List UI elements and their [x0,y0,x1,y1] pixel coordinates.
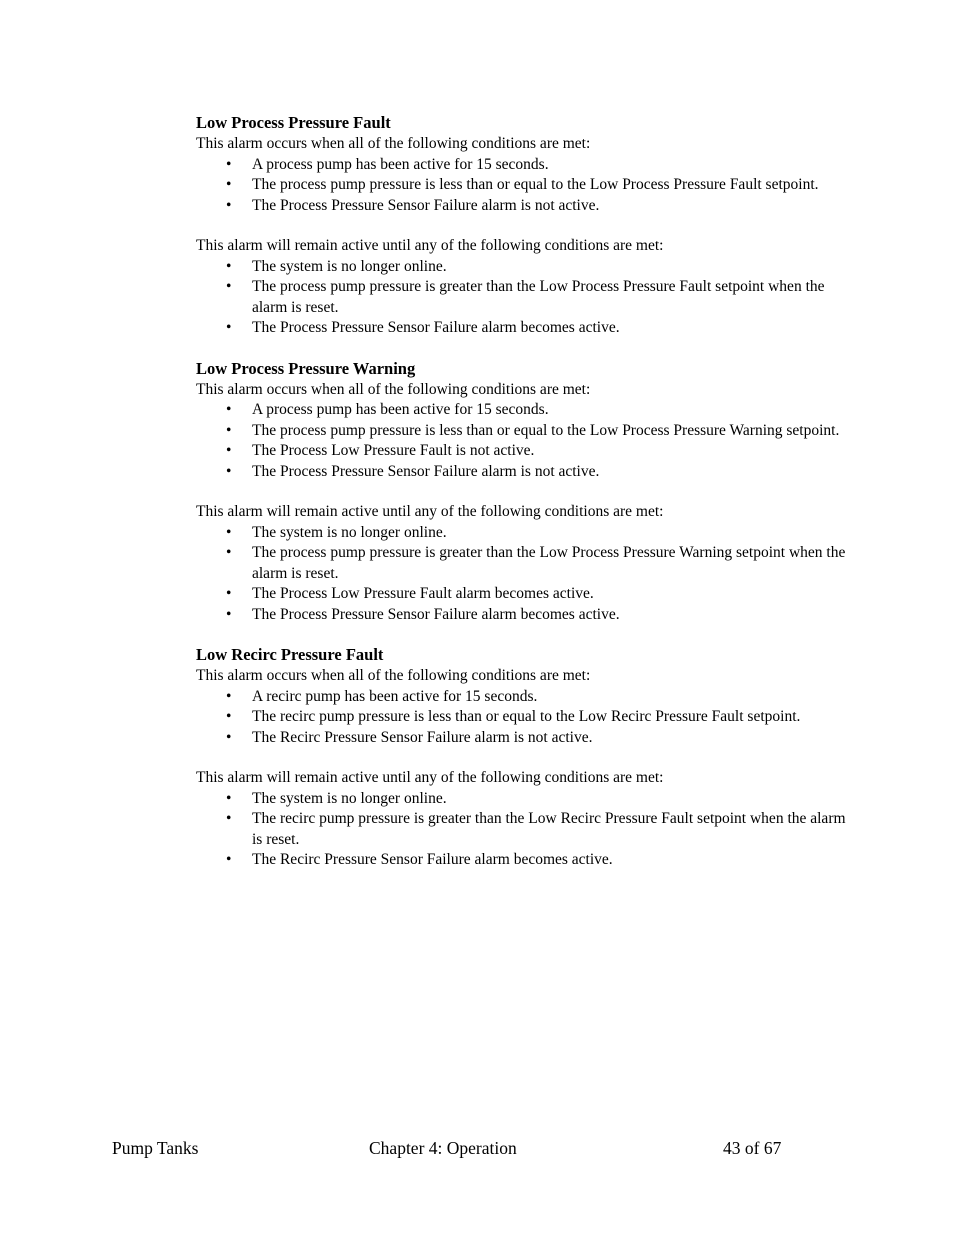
list-item: • The Process Pressure Sensor Failure alarm is not active. [196,462,856,483]
bullet-icon: • [226,523,232,541]
bullet-icon: • [226,155,232,173]
bullet-icon: • [226,585,232,602]
bullet-icon: • [226,544,232,561]
remain-intro: This alarm will remain active until any of the following conditions are met: [196,237,664,254]
remain-intro: This alarm will remain active until any of the following conditions are met: [196,503,664,520]
bullet-icon: • [226,851,232,868]
occurs-list [196,687,856,749]
section-title: Low Recirc Pressure Fault [196,645,384,664]
footer-chapter: Chapter 4: Operation [369,1138,517,1158]
section-low-recirc-pressure-fault [196,644,856,871]
bullet-icon: • [226,421,232,439]
list-item: • The Process Low Pressure Fault is not active. [196,441,856,462]
list-item: • The Process Pressure Sensor Failure alarm becomes active. [196,605,856,626]
list-item: • The process pump pressure is less than or equal to the Low Process Pressure Warning setpoint. [196,421,856,442]
page-footer [0,1136,954,1160]
list-item: • The Process Low Pressure Fault alarm becomes active. [196,584,856,605]
list-item: • The recirc pump pressure is less than or equal to the Low Recirc Pressure Fault setpoint. [196,707,856,728]
list-item: • The process pump pressure is less than or equal to the Low Process Pressure Fault setpoint. [196,175,856,196]
remain-intro: This alarm will remain active until any of the following conditions are met: [196,769,664,786]
list-item: • A recirc pump has been active for 15 seconds. [196,687,856,708]
occurs-intro: This alarm occurs when all of the following conditions are met: [196,135,591,152]
bullet-icon: • [226,401,232,418]
list-item: • The Process Pressure Sensor Failure alarm is not active. [196,196,856,217]
remain-list [196,523,856,626]
bullet-icon: • [226,462,232,480]
bullet-icon: • [226,319,232,336]
section-low-process-pressure-fault [196,112,856,339]
occurs-intro: This alarm occurs when all of the following conditions are met: [196,667,591,684]
bullet-icon: • [226,605,232,623]
section-low-process-pressure-warning [196,358,856,626]
bullet-icon: • [226,176,232,193]
section-title: Low Process Pressure Warning [196,358,416,378]
list-item: • The system is no longer online. [196,789,856,810]
list-item: • The Recirc Pressure Sensor Failure alarm becomes active. [196,850,856,871]
bullet-icon: • [226,708,232,725]
bullet-icon: • [226,257,232,275]
section-title: Low Process Pressure Fault [196,113,391,132]
bullet-icon: • [226,810,232,827]
list-item: • The system is no longer online. [196,523,856,544]
footer-document-title: Pump Tanks [112,1138,199,1158]
list-item: • The Recirc Pressure Sensor Failure alarm is not active. [196,728,856,749]
document-body [196,112,856,871]
bullet-icon: • [226,789,232,807]
bullet-icon: • [226,196,232,214]
remain-list [196,257,856,339]
occurs-list [196,155,856,217]
footer-page-number: 43 of 67 [723,1138,782,1158]
list-item: • The process pump pressure is greater than the Low Process Pressure Warning setpoint when the alarm is reset. [226,544,846,582]
occurs-list [196,400,856,482]
list-item: • A process pump has been active for 15 seconds. [196,155,856,176]
bullet-icon: • [226,278,232,295]
occurs-intro: This alarm occurs when all of the following conditions are met: [196,380,591,398]
list-item: • The process pump pressure is greater than the Low Process Pressure Fault setpoint when the alarm is reset. [226,278,825,316]
list-item: • The system is no longer online. [196,257,856,278]
bullet-icon: • [226,442,232,459]
list-item: • The recirc pump pressure is greater than the Low Recirc Pressure Fault setpoint when the alarm is reset. [226,810,846,848]
list-item: • A process pump has been active for 15 seconds. [196,400,856,421]
remain-list [196,789,856,871]
bullet-icon: • [226,728,232,746]
bullet-icon: • [226,687,232,705]
list-item: • The Process Pressure Sensor Failure alarm becomes active. [196,318,856,339]
